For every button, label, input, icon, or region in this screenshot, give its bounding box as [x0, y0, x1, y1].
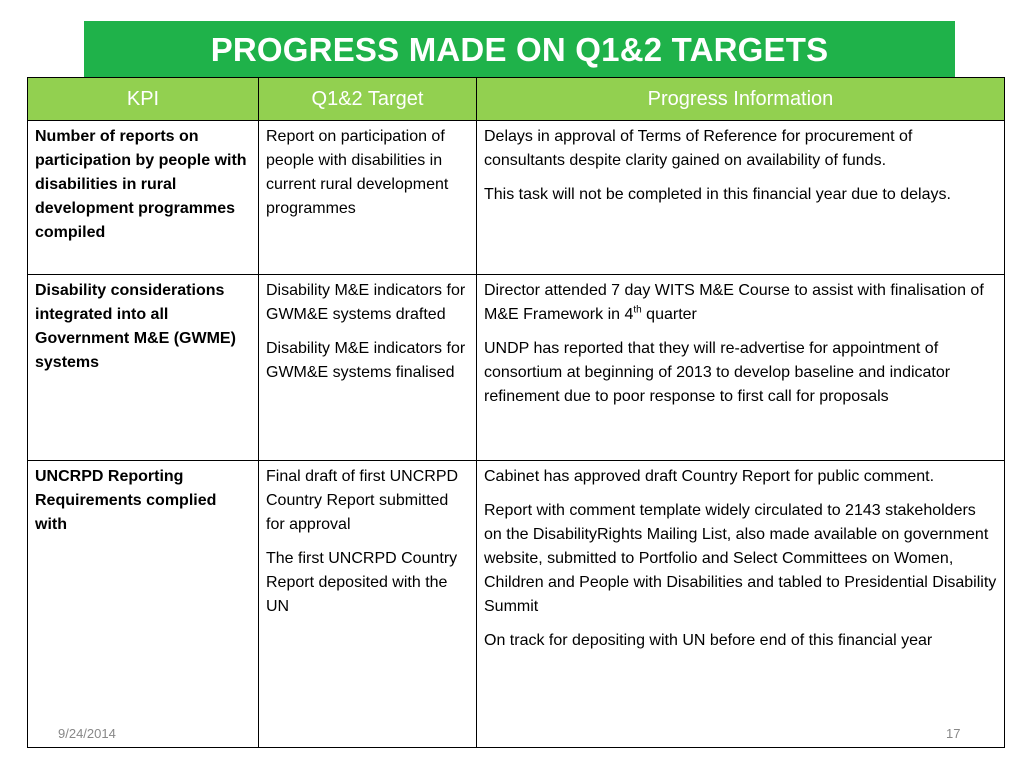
progress-text	[484, 279, 997, 327]
progress-cell	[477, 461, 1005, 748]
progress-cell	[477, 121, 1005, 275]
kpi-cell: Disability considerations integrated into all Government M&E (GWME) systems	[28, 275, 259, 461]
kpi-cell: UNCRPD Reporting Requirements complied with	[28, 461, 259, 748]
table-row	[28, 121, 1005, 275]
target-cell	[259, 121, 477, 275]
target-text: Report on participation of people with disabilities in current rural development programmes	[266, 128, 449, 217]
target-text: The first UNCRPD Country Report deposited with the UN	[266, 550, 458, 615]
progress-text: Delays in approval of Terms of Reference for procurement of consultants despite clarity gained on availability of funds.	[484, 128, 913, 169]
progress-text: On track for depositing with UN before end of this financial year	[484, 632, 933, 649]
table-row	[28, 275, 1005, 461]
progress-table	[27, 77, 1005, 748]
header-target: Q1&2 Target	[259, 78, 477, 121]
ordinal-suffix: th	[633, 304, 642, 316]
slide-title: PROGRESS MADE ON Q1&2 TARGETS	[84, 21, 955, 79]
table-row	[28, 461, 1005, 748]
target-cell	[259, 461, 477, 748]
progress-cell	[477, 275, 1005, 461]
target-text: Disability M&E indicators for GWM&E systems finalised	[266, 340, 466, 381]
table-header-row	[28, 78, 1005, 121]
progress-text: This task will not be completed in this financial year due to delays.	[484, 186, 951, 203]
progress-text: UNDP has reported that they will re-advertise for appointment of consortium at beginning of 2013 to develop baseline and indicator refinement due to poor response to first call for proposals	[484, 340, 951, 405]
progress-text: Report with comment template widely circulated to 2143 stakeholders on the DisabilityRights Mailing List, also made available on government website, submitted to Portfolio and Select Committees on Women, Children and People with Disabilities and tabled to Presidential Disability Summit	[484, 502, 997, 615]
progress-text-part: quarter	[641, 306, 697, 323]
target-text: Final draft of first UNCRPD Country Report submitted for approval	[266, 468, 459, 533]
target-cell	[259, 275, 477, 461]
target-text: Disability M&E indicators for GWM&E systems drafted	[266, 282, 466, 323]
kpi-cell: Number of reports on participation by people with disabilities in rural development programmes compiled	[28, 121, 259, 275]
header-kpi: KPI	[28, 78, 259, 121]
footer-page-number: 17	[946, 726, 961, 741]
header-progress: Progress Information	[477, 78, 1005, 121]
progress-text-part: Director attended 7 day WITS M&E Course to assist with finalisation of M&E Framework in 4	[484, 282, 984, 323]
footer-date: 9/24/2014	[58, 726, 116, 741]
progress-text: Cabinet has approved draft Country Report for public comment.	[484, 468, 935, 485]
